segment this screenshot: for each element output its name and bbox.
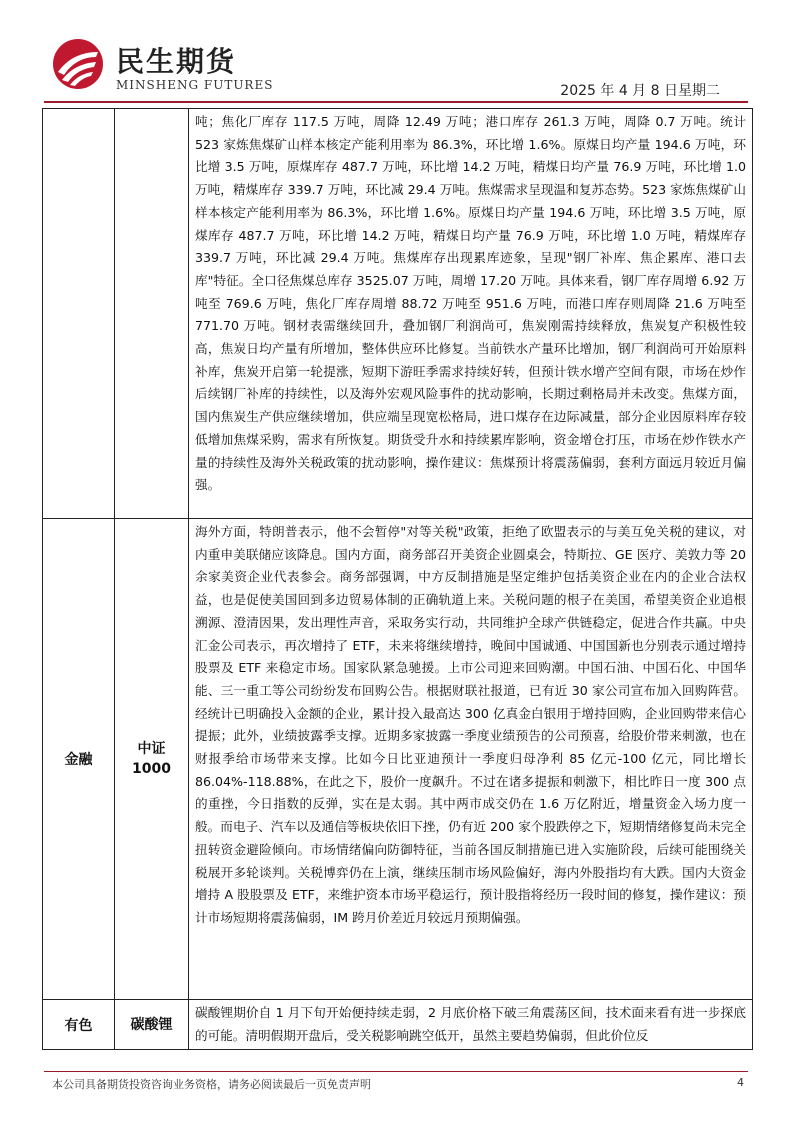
category-cell: 有色 [43,1000,115,1050]
analysis-text-cell [189,519,753,1000]
subcategory-cell [115,519,189,1000]
category-cell [43,109,115,519]
subcategory-cell: 碳酸锂 [115,1000,189,1050]
footer-disclaimer: 本公司具备期货投资咨询业务资格，请务必阅读最后一页免责声明 [52,1078,371,1091]
table-row [43,109,753,519]
category-cell: 金融 [43,519,115,1000]
table-row [43,1000,753,1050]
subcategory-label: 中证 1000 [132,741,171,777]
analysis-text: 吨；焦化厂库存 117.5 万吨，周降 12.49 万吨；港口库存 261.3 万吨，周降 0.7 万吨。统计 523 家炼焦煤矿山样本核定产能利用率为 86.3%，环比增 1.6%。原煤日均产量 194.6 万吨，环比增 3.5 万吨，原煤库存 487.7 万吨，环比增 14.2 万吨，精煤日均产量 76.9 万吨，环比增 1.0 万吨，精煤库存 339.7 万吨，环比减 29.4 万吨。焦煤需求呈现温和复苏态势。523 家炼焦煤矿山样本核定产能利用率为 86.3%，环比增 1.6%。原煤日均产量 194.6 万吨，环比增 3.5 万吨，原煤库存 487.7 万吨，环比增 14.2 万吨，精煤日均产量 76.9 万吨，环比增 1.0 万吨，精煤库存 339.7 万吨，环比减 29.4 万吨。焦煤库存出现累库迹象，呈现"钢厂补库、焦企累库、港口去库"特征。全口径焦煤总库存 3525.07 万吨，周增 17.20 万吨。具体来看，钢厂库存周增 6.92 万吨至 769.6 万吨，焦化厂库存周增 88.72 万吨至 951.6 万吨，而港口库存则周降 21.6 万吨至 771.70 万吨。钢材表需继续回升，叠加钢厂利润尚可，焦炭刚需持续释放，焦炭复产积极性较高，焦炭日均产量有所增加，整体供应环比修复。当前铁水产量环比增加，钢厂利润尚可开始原料补库，焦炭开启第一轮提涨，短期下游旺季需求持续好转，但预计铁水增产空间有限，市场在炒作后续钢厂补库的持续性，以及海外宏观风险事件的扰动影响，长期过剩格局并未改变。焦煤方面，国内焦炭生产供应继续增加，供应端呈现宽松格局，进口煤存在边际减量，部分企业因原料库存较低增加焦煤采购，需求有所恢复。期货受升水和持续累库影响，资金增仓打压，市场在炒作铁水产量的持续性及海外关税政策的扰动影响，操作建议：焦煤预计将震荡偏弱，套利方面远月较近月偏强。 [195,114,746,493]
minsheng-logo-icon [52,38,104,90]
table-row [43,519,753,1000]
analysis-text-cell [189,1000,753,1050]
commodity-analysis-table [42,108,753,1050]
page-header [0,0,794,110]
footer-divider [44,1071,748,1072]
brand-name-english: MINSHENG FUTURES [116,78,274,92]
analysis-text: 碳酸锂期价自 1 月下旬开始便持续走弱，2 月底价格下破三角震荡区间，技术面来看有进一步探底的可能。清明假期开盘后，受关税影响跳空低开，虽然主要趋势偏弱，但此价位反 [195,1005,746,1043]
analysis-text-cell [189,109,753,519]
page-number: 4 [737,1076,744,1089]
report-date: 2025 年 4 月 8 日星期二 [560,83,720,99]
analysis-text: 海外方面，特朗普表示，他不会暂停"对等关税"政策，拒绝了欧盟表示的与美互免关税的建议，对内重申美联储应该降息。国内方面，商务部召开美资企业圆桌会，特斯拉、GE 医疗、美敦力等 20 余家美资企业代表参会。商务部强调，中方反制措施是坚定维护包括美资企业在内的企业合法权益，也是促使美国回到多边贸易体制的正确轨道上来。关税问题的根子在美国，希望美资企业追根溯源、澄清因果，发出理性声音，采取务实行动，共同维护全球产供链稳定，促进合作共赢。中央汇金公司表示，再次增持了 ETF，未来将继续增持，晚间中国诚通、中国国新也分别表示通过增持股票及 ETF 来稳定市场。国家队紧急驰援。上市公司迎来回购潮。中国石油、中国石化、中国华能、三一重工等公司纷纷发布回购公告。根据财联社报道，已有近 30 家公司宣布加入回购阵营。经统计已明确投入金额的企业，累计投入最高达 300 亿真金白银用于增持回购，企业回购带来信心提振；此外，业绩披露季支撑。近期多家披露一季度业绩预告的公司预喜，给股价带来刺激，也在财报季给市场带来支撑。比如今日比亚迪预计一季度归母净利 85 亿元-100 亿元，同比增长 86.04%-118.88%，在此之下，股价一度飙升。不过在诸多提振和刺激下，相比昨日一度 300 点的重挫，今日指数的反弹，实在是太弱。其中两市成交仍在 1.6 万亿附近，增量资金入场力度一般。而电子、汽车以及通信等板块依旧下挫，仍有近 200 家个股跌停之下，短期情绪修复尚未完全扭转资金避险倾向。市场情绪偏向防御特征，当前各国反制措施已进入实施阶段，后续可能围绕关税展开多轮谈判。关税博弈仍在上演，继续压制市场风险偏好，海内外股指均有大跌。国内大资金增持 A 股股票及 ETF，来维护资本市场平稳运行，预计股指将经历一段时间的修复，操作建议：预计市场短期将震荡偏弱，IM 跨月价差近月较远月预期偏强。 [195,524,746,925]
header-divider [44,101,748,103]
subcategory-cell [115,109,189,519]
brand-name: 民生期货 [116,45,237,78]
